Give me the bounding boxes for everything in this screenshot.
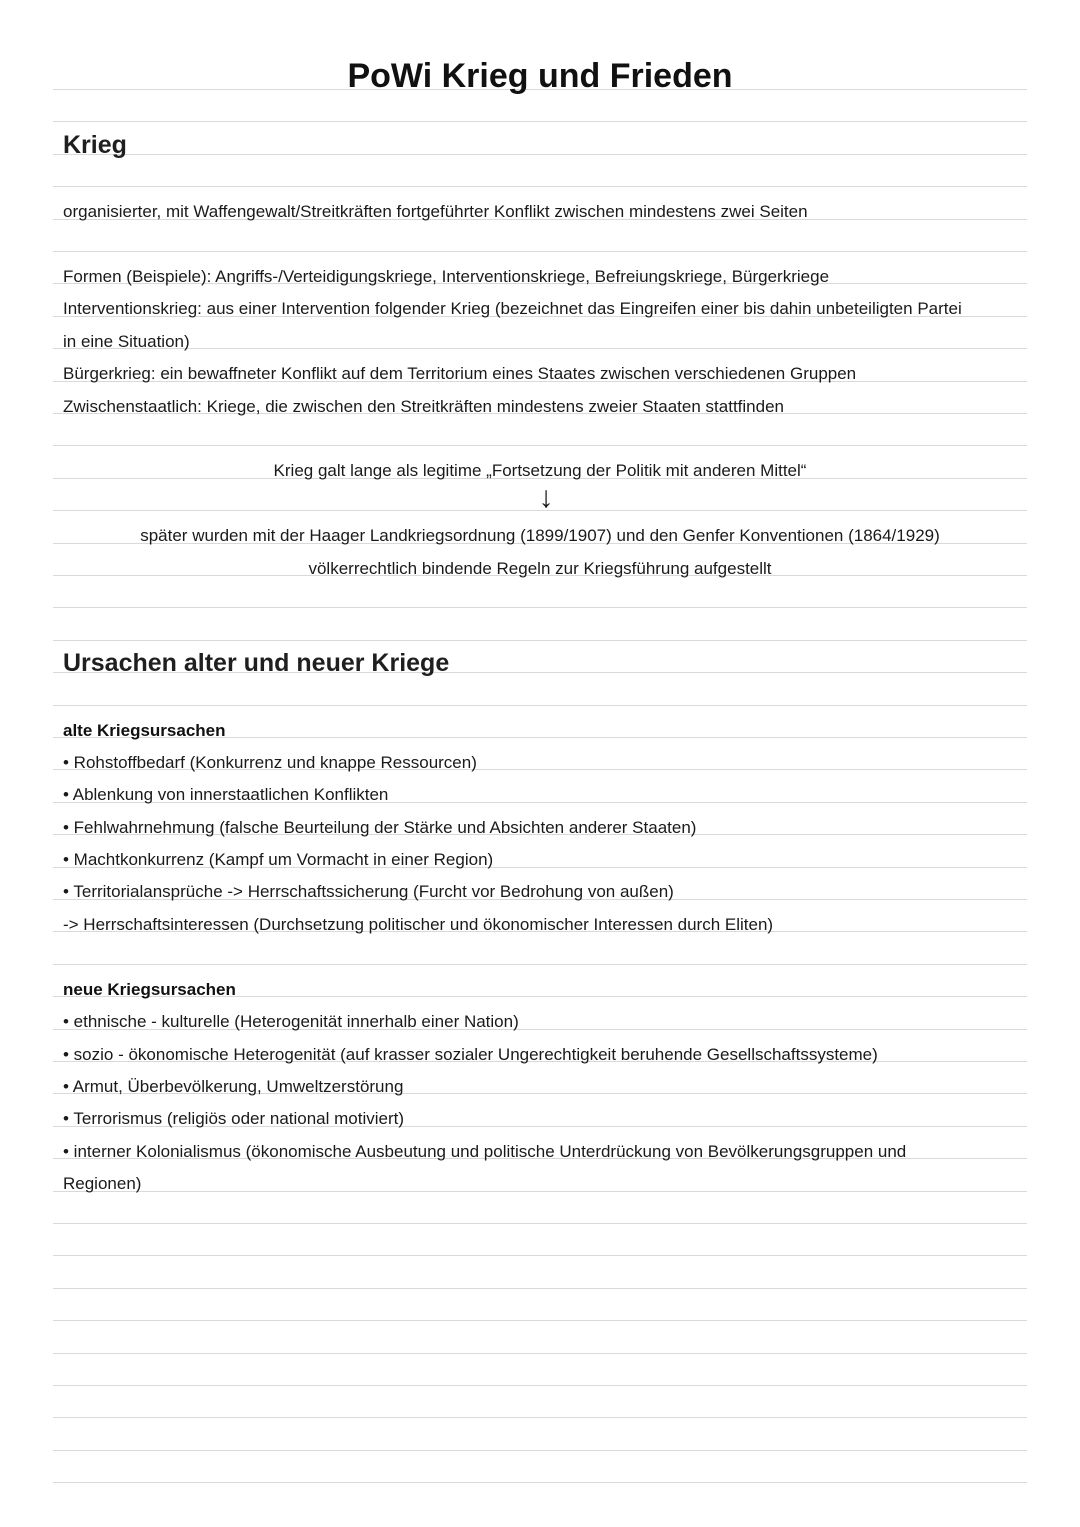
- ruled-line: [53, 640, 1027, 641]
- interventionskrieg-line-1: Interventionskrieg: aus einer Intervention folgender Krieg (bezeichnet das Eingreifen einer bis dahin unbeteiligten Partei: [63, 299, 962, 318]
- ruled-line: [53, 1191, 1027, 1192]
- alte-ursache-item: • Machtkonkurrenz (Kampf um Vormacht in einer Region): [63, 850, 494, 869]
- neue-ursache-item: • interner Kolonialismus (ökonomische Ausbeutung und politische Unterdrückung von Bevölkerungsgruppen und: [63, 1142, 907, 1161]
- ruled-line: [53, 1223, 1027, 1224]
- ruled-line: [53, 1288, 1027, 1289]
- ruled-line: [53, 121, 1027, 122]
- ruled-line: [53, 186, 1027, 187]
- legitim-statement: Krieg galt lange als legitime „Fortsetzung der Politik mit anderen Mittel“: [273, 461, 807, 480]
- krieg-formen: Formen (Beispiele): Angriffs-/Verteidigungskriege, Interventionskriege, Befreiungskriege, Bürgerkriege: [63, 267, 830, 286]
- ruled-line: [53, 348, 1027, 349]
- page-title: PoWi Krieg und Frieden: [347, 57, 733, 95]
- buergerkrieg-definition: Bürgerkrieg: ein bewaffneter Konflikt auf dem Territorium eines Staates zwischen verschiedenen Gruppen: [63, 364, 857, 383]
- ruled-line: [53, 445, 1027, 446]
- alte-ursache-item: • Fehlwahrnehmung (falsche Beurteilung der Stärke und Absichten anderer Staaten): [63, 818, 697, 837]
- ruled-line: [53, 964, 1027, 965]
- neue-ursache-item: • Armut, Überbevölkerung, Umweltzerstörung: [63, 1077, 404, 1096]
- neue-ursache-item: • sozio - ökonomische Heterogenität (auf krasser sozialer Ungerechtigkeit beruhende Gesellschaftssysteme): [63, 1045, 878, 1064]
- down-arrow-icon: ↓: [538, 481, 554, 514]
- section-heading-ursachen: Ursachen alter und neuer Kriege: [63, 649, 450, 677]
- alte-ursache-item: • Ablenkung von innerstaatlichen Konflikten: [63, 785, 389, 804]
- subheading-alte-kriegsursachen: alte Kriegsursachen: [63, 721, 226, 740]
- ruled-line: [53, 1385, 1027, 1386]
- ruled-line: [53, 1353, 1027, 1354]
- ruled-line: [53, 1450, 1027, 1451]
- spaeter-line-2: völkerrechtlich bindende Regeln zur Kriegsführung aufgestellt: [308, 559, 772, 578]
- interventionskrieg-line-2: in eine Situation): [63, 332, 190, 351]
- section-heading-krieg: Krieg: [63, 131, 127, 159]
- ruled-line: [53, 251, 1027, 252]
- subheading-neue-kriegsursachen: neue Kriegsursachen: [63, 980, 236, 999]
- neue-ursache-item: • Terrorismus (religiös oder national motiviert): [63, 1109, 405, 1128]
- alte-ursache-item: • Rohstoffbedarf (Konkurrenz und knappe Ressourcen): [63, 753, 477, 772]
- ruled-line: [53, 1320, 1027, 1321]
- spaeter-line-1: später wurden mit der Haager Landkriegsordnung (1899/1907) und den Genfer Konventionen (1864/1929): [140, 526, 940, 545]
- neue-ursache-item: • ethnische - kulturelle (Heterogenität innerhalb einer Nation): [63, 1012, 519, 1031]
- krieg-definition: organisierter, mit Waffengewalt/Streitkräften fortgeführter Konflikt zwischen mindestens zwei Seiten: [63, 202, 808, 221]
- alte-ursache-item: -> Herrschaftsinteressen (Durchsetzung politischer und ökonomischer Interessen durch Eliten): [63, 915, 774, 934]
- ruled-line: [53, 607, 1027, 608]
- ruled-line: [53, 154, 1027, 155]
- ruled-line: [53, 705, 1027, 706]
- neue-ursache-item: Regionen): [63, 1174, 142, 1193]
- zwischenstaatlich-definition: Zwischenstaatlich: Kriege, die zwischen den Streitkräften mindestens zweier Staaten stattfinden: [63, 397, 784, 416]
- alte-ursache-item: • Territorialansprüche -> Herrschaftssicherung (Furcht vor Bedrohung von außen): [63, 882, 674, 901]
- ruled-line: [53, 1482, 1027, 1483]
- ruled-line: [53, 1417, 1027, 1418]
- ruled-line: [53, 1255, 1027, 1256]
